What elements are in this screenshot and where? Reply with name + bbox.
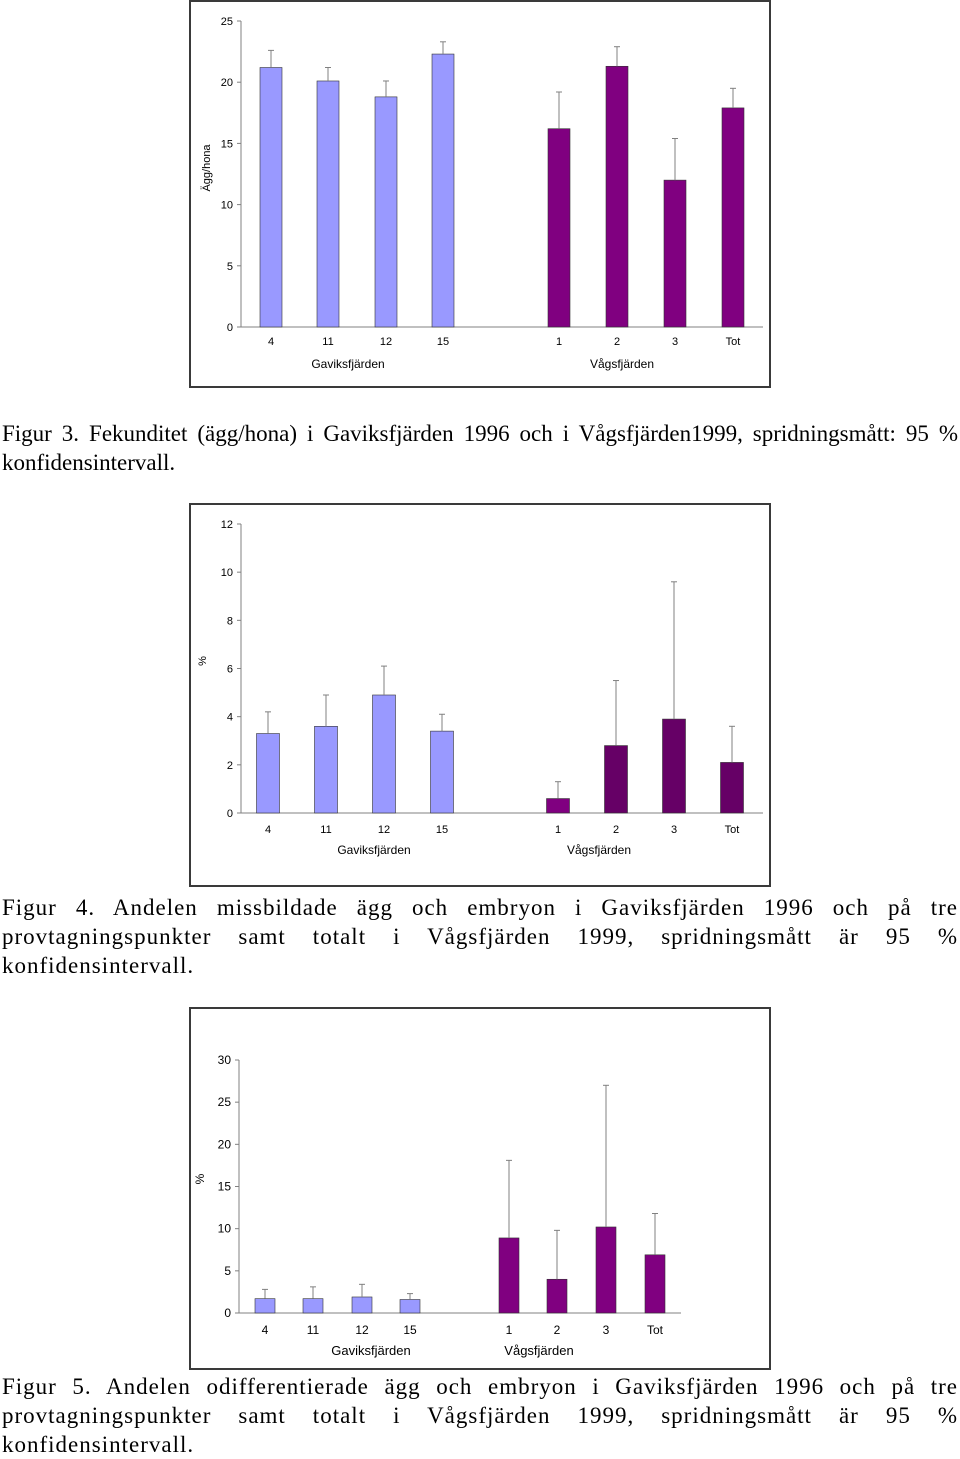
x-tick-label: Tot <box>725 336 741 348</box>
bar-gaviksfjärden-4 <box>255 1299 275 1313</box>
x-tick-label: 11 <box>306 1323 320 1337</box>
y-tick-label: 10 <box>220 199 233 212</box>
group-label-vågsfjärden: Vågsfjärden <box>589 357 655 371</box>
y-tick-label: 12 <box>220 519 233 531</box>
x-tick-label: 12 <box>355 1323 369 1337</box>
bar-gaviksfjärden-11 <box>317 81 339 327</box>
x-tick-label: Tot <box>646 1323 664 1337</box>
bar-gaviksfjärden-12 <box>373 695 396 813</box>
x-tick-label: 1 <box>554 824 562 836</box>
x-tick-label: 4 <box>264 824 272 836</box>
x-tick-label: 1 <box>555 336 563 348</box>
bar-gaviksfjärden-12 <box>375 97 397 327</box>
bar-gaviksfjärden-12 <box>352 1297 372 1313</box>
x-tick-label: 15 <box>403 1323 417 1337</box>
chart-1-frame <box>189 0 771 388</box>
bar-vågsfjärden-3 <box>663 719 686 813</box>
bar-vågsfjärden-tot <box>645 1255 665 1313</box>
y-tick-label: 15 <box>220 138 233 151</box>
chart-2-frame <box>189 503 771 887</box>
bar-vågsfjärden-tot <box>721 762 744 813</box>
x-tick-label: 11 <box>320 824 332 836</box>
x-tick-label: 3 <box>670 824 678 836</box>
y-tick-label: 25 <box>220 16 233 28</box>
y-tick-label: 0 <box>226 808 233 820</box>
bar-vågsfjärden-1 <box>499 1238 519 1313</box>
bar-gaviksfjärden-4 <box>257 734 280 813</box>
figure-4-caption-text: Figur 4. Andelen missbildade ägg och embryon i Gaviksfjärden 1996 och på tre provtagningspunkter samt totalt i Vågsfjärden 1999, spridningsmått är 95 % konfidensintervall. <box>2 895 958 978</box>
bar-vågsfjärden-tot <box>722 108 744 327</box>
y-tick-label: 20 <box>217 1137 231 1152</box>
chart-2-missbildade <box>191 505 769 885</box>
x-tick-label: 11 <box>322 336 334 348</box>
figure-5-caption <box>2 1372 958 1459</box>
y-tick-label: 30 <box>217 1053 231 1067</box>
y-tick-label: 25 <box>217 1095 231 1110</box>
y-tick-label: 20 <box>220 77 233 90</box>
y-tick-label: 6 <box>226 663 233 676</box>
x-tick-label: 4 <box>261 1323 269 1337</box>
x-tick-label: 12 <box>377 824 391 836</box>
x-tick-label: 3 <box>602 1323 610 1337</box>
figure-4-caption <box>2 893 958 980</box>
group-label-gaviksfjärden: Gaviksfjärden <box>311 357 385 371</box>
bar-gaviksfjärden-11 <box>303 1299 323 1313</box>
chart-3-odifferentierade <box>191 1009 769 1368</box>
y-tick-label: 2 <box>226 759 233 772</box>
y-tick-label: 4 <box>226 711 233 724</box>
x-tick-label: 4 <box>267 336 275 348</box>
y-tick-label: 10 <box>220 567 233 580</box>
bar-vågsfjärden-2 <box>605 746 628 813</box>
bar-vågsfjärden-3 <box>596 1227 616 1313</box>
y-tick-label: 8 <box>226 615 233 628</box>
bar-gaviksfjärden-11 <box>315 726 338 813</box>
group-label-vågsfjärden: Vågsfjärden <box>566 843 632 857</box>
y-tick-label: 5 <box>224 1263 231 1278</box>
y-tick-label: 0 <box>226 322 233 334</box>
x-tick-label: 3 <box>671 336 679 348</box>
figure-3-caption-text: Figur 3. Fekunditet (ägg/hona) i Gaviksfjärden 1996 och i Vågsfjärden1999, spridningsmått: 95 % konfidensintervall. <box>2 421 958 475</box>
bar-vågsfjärden-3 <box>664 180 686 327</box>
x-tick-label: 2 <box>612 824 620 836</box>
x-tick-label: Tot <box>724 824 740 836</box>
y-axis-label: % <box>197 656 209 666</box>
bar-vågsfjärden-2 <box>606 66 628 327</box>
figure-3-caption <box>2 419 958 477</box>
group-label-vågsfjärden: Vågsfjärden <box>504 1343 574 1358</box>
bar-gaviksfjärden-4 <box>260 68 282 327</box>
group-label-gaviksfjärden: Gaviksfjärden <box>337 843 411 857</box>
x-tick-label: 1 <box>505 1323 513 1337</box>
y-axis-label: % <box>193 1173 207 1185</box>
x-tick-label: 2 <box>553 1323 561 1337</box>
y-tick-label: 15 <box>217 1179 231 1194</box>
x-tick-label: 15 <box>436 336 450 348</box>
bar-vågsfjärden-2 <box>547 1279 567 1313</box>
x-tick-label: 12 <box>379 336 393 348</box>
group-label-gaviksfjärden: Gaviksfjärden <box>331 1343 411 1358</box>
x-tick-label: 15 <box>435 824 449 836</box>
bar-gaviksfjärden-15 <box>400 1300 420 1313</box>
chart-3-frame <box>189 1007 771 1370</box>
bar-vågsfjärden-1 <box>547 799 570 813</box>
y-tick-label: 10 <box>217 1221 231 1236</box>
x-tick-label: 2 <box>613 336 621 348</box>
bar-vågsfjärden-1 <box>548 129 570 327</box>
y-axis-label: Ägg/hona <box>201 144 213 192</box>
chart-1-fekunditet <box>191 2 769 386</box>
bar-gaviksfjärden-15 <box>431 731 454 813</box>
figure-5-caption-text: Figur 5. Andelen odifferentierade ägg och embryon i Gaviksfjärden 1996 och på tre provtagningspunkter samt totalt i Vågsfjärden 1999, spridningsmått är 95 % konfidensintervall. <box>2 1374 958 1457</box>
y-tick-label: 0 <box>224 1306 231 1320</box>
y-tick-label: 5 <box>226 260 233 273</box>
bar-gaviksfjärden-15 <box>432 54 454 327</box>
